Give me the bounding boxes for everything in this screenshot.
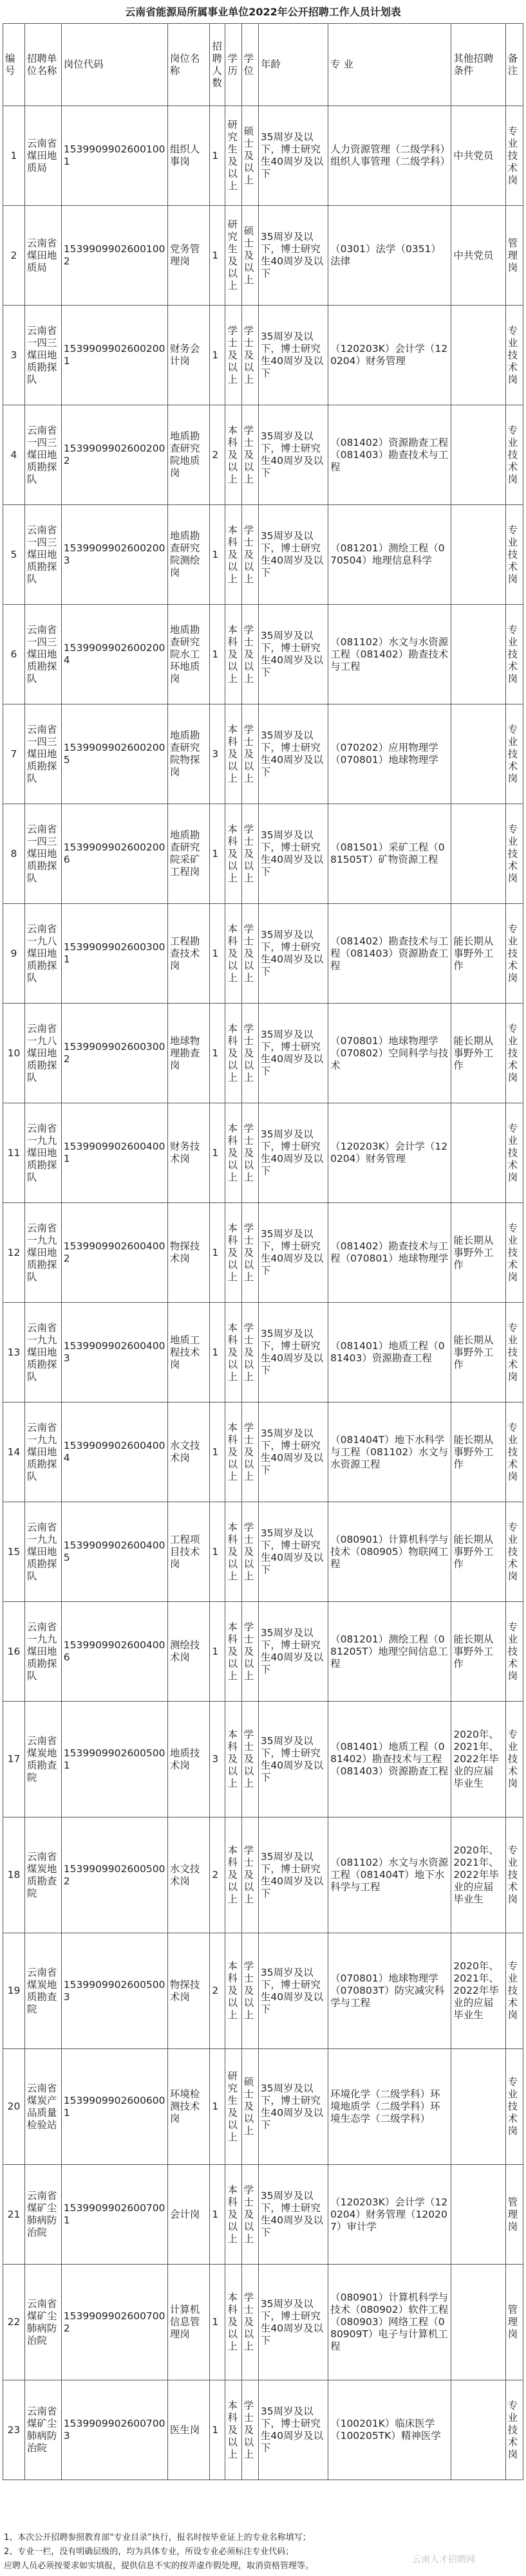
header-no: 编号 xyxy=(3,24,25,106)
cell-deg: 学士及以上 xyxy=(241,704,258,804)
cell-edu: 本科及以上 xyxy=(225,904,241,1004)
cell-num: 2 xyxy=(210,1817,225,1933)
cell-major: （081501）采矿工程（081505T）矿物资源工程 xyxy=(328,804,451,904)
cell-code: 15399099026002006 xyxy=(61,804,167,904)
cell-deg: 学士及以上 xyxy=(241,2265,258,2380)
cell-no: 21 xyxy=(3,2165,25,2265)
cell-code: 15399099026002003 xyxy=(61,505,167,605)
cell-unit: 云南省一四三煤田地质勘探队 xyxy=(24,405,61,505)
cell-remark: 专业技术岗 xyxy=(505,2049,523,2165)
cell-post: 地质勘查研究院物探岗 xyxy=(167,704,210,804)
cell-remark: 专业技术岗 xyxy=(505,904,523,1004)
cell-age: 35周岁及以下，博士研究生40周岁及以下 xyxy=(258,1004,328,1103)
cell-edu: 本科及以上 xyxy=(225,1502,241,1602)
cell-deg: 学士及以上 xyxy=(241,405,258,505)
cell-other xyxy=(451,2380,505,2480)
cell-num: 3 xyxy=(210,704,225,804)
cell-other xyxy=(451,2049,505,2165)
cell-major: （070801）地球物理学（070802）空间科学与技术 xyxy=(328,1004,451,1103)
cell-unit: 云南省煤矿尘肺病防治院 xyxy=(24,2265,61,2380)
table-row xyxy=(3,2165,523,2265)
cell-code: 15399099026003002 xyxy=(61,1004,167,1103)
table-row xyxy=(3,1933,523,2049)
cell-remark: 专业技术岗 xyxy=(505,1103,523,1203)
cell-post: 工程项目技术岗 xyxy=(167,1502,210,1602)
cell-remark: 专业技术岗 xyxy=(505,1817,523,1933)
cell-edu: 本科及以上 xyxy=(225,2265,241,2380)
cell-remark: 专业技术岗 xyxy=(505,1933,523,2049)
cell-code: 15399099026004006 xyxy=(61,1602,167,1702)
cell-other: 2020年、2021年、2022年毕业的应届毕业生 xyxy=(451,1817,505,1933)
table-row xyxy=(3,2049,523,2165)
cell-code: 15399099026007003 xyxy=(61,2380,167,2480)
cell-major: （080901）计算机科学与技术（080905）物联网工程 xyxy=(328,1502,451,1602)
cell-deg: 学士及以上 xyxy=(241,1817,258,1933)
cell-no: 3 xyxy=(3,306,25,405)
cell-post: 地质勘查研究院采矿工程岗 xyxy=(167,804,210,904)
header-remark: 备注 xyxy=(505,24,523,106)
cell-post: 工程勘查技术岗 xyxy=(167,904,210,1004)
cell-num: 1 xyxy=(210,1303,225,1403)
cell-major: （070202）应用物理学（070801）地球物理学 xyxy=(328,704,451,804)
cell-post: 组织人事岗 xyxy=(167,106,210,206)
cell-remark: 专业技术岗 xyxy=(505,1203,523,1303)
cell-code: 15399099026002004 xyxy=(61,605,167,704)
cell-remark: 管理岗 xyxy=(505,2165,523,2265)
cell-unit: 云南省一四三煤田地质勘探队 xyxy=(24,306,61,405)
cell-unit: 云南省煤炭地质勘查院 xyxy=(24,1817,61,1933)
cell-no: 9 xyxy=(3,904,25,1004)
header-age: 年龄 xyxy=(258,24,328,106)
cell-post: 水文技术岗 xyxy=(167,1817,210,1933)
header-major: 专 业 xyxy=(328,24,451,106)
cell-edu: 研究生及以上 xyxy=(225,2049,241,2165)
cell-no: 22 xyxy=(3,2265,25,2380)
table-row xyxy=(3,804,523,904)
cell-other: 能长期从事野外工作 xyxy=(451,1004,505,1103)
cell-post: 环境检测技术岗 xyxy=(167,2049,210,2165)
cell-remark: 专业技术岗 xyxy=(505,306,523,405)
cell-code: 15399099026005001 xyxy=(61,1702,167,1817)
cell-age: 35周岁及以下，博士研究生40周岁及以下 xyxy=(258,2049,328,2165)
cell-age: 35周岁及以下，博士研究生40周岁及以下 xyxy=(258,1203,328,1303)
cell-deg: 学士及以上 xyxy=(241,1702,258,1817)
cell-major: （0301）法学（0351）法律 xyxy=(328,206,451,306)
cell-code: 15399099026007002 xyxy=(61,2265,167,2380)
header-row xyxy=(3,24,523,106)
cell-code: 15399099026002002 xyxy=(61,405,167,505)
cell-unit: 云南省煤矿尘肺病防治院 xyxy=(24,2165,61,2265)
cell-code: 15399099026002001 xyxy=(61,306,167,405)
cell-deg: 学士及以上 xyxy=(241,1602,258,1702)
cell-major: （081401）地质工程（081403）资源勘查工程 xyxy=(328,1303,451,1403)
cell-deg: 学士及以上 xyxy=(241,1303,258,1403)
cell-num: 1 xyxy=(210,1103,225,1203)
table-row xyxy=(3,1004,523,1103)
cell-no: 12 xyxy=(3,1203,25,1303)
cell-edu: 本科及以上 xyxy=(225,405,241,505)
cell-no: 7 xyxy=(3,704,25,804)
cell-edu: 本科及以上 xyxy=(225,1103,241,1203)
cell-age: 35周岁及以下，博士研究生40周岁及以下 xyxy=(258,1817,328,1933)
cell-age: 35周岁及以下，博士研究生40周岁及以下 xyxy=(258,106,328,206)
table-row xyxy=(3,206,523,306)
cell-num: 1 xyxy=(210,1403,225,1502)
cell-post: 地质勘查研究院水工环地质岗 xyxy=(167,605,210,704)
cell-edu: 研究生及以上 xyxy=(225,106,241,206)
page-title: 云南省能源局所属事业单位2022年公开招聘工作人员计划表 xyxy=(125,6,401,18)
cell-deg: 硕士及以上 xyxy=(241,206,258,306)
table-row xyxy=(3,1702,523,1817)
cell-deg: 学士及以上 xyxy=(241,1103,258,1203)
cell-major: （081402）勘查技术与工程（081403）资源勘查工程 xyxy=(328,904,451,1004)
cell-code: 15399099026005003 xyxy=(61,1933,167,2049)
table-row xyxy=(3,1403,523,1502)
cell-no: 1 xyxy=(3,106,25,206)
cell-other xyxy=(451,2165,505,2265)
cell-other: 中共党员 xyxy=(451,106,505,206)
cell-other xyxy=(451,1103,505,1203)
cell-major: （120203K）会计学（120204）财务管理（120207）审计学 xyxy=(328,2165,451,2265)
cell-remark: 专业技术岗 xyxy=(505,1502,523,1602)
cell-age: 35周岁及以下，博士研究生40周岁及以下 xyxy=(258,1602,328,1702)
table-row xyxy=(3,2380,523,2480)
cell-post: 地质勘查研究院测绘岗 xyxy=(167,505,210,605)
cell-no: 11 xyxy=(3,1103,25,1203)
cell-remark: 专业技术岗 xyxy=(505,704,523,804)
cell-remark: 专业技术岗 xyxy=(505,106,523,206)
cell-edu: 本科及以上 xyxy=(225,1303,241,1403)
cell-unit: 云南省一九九煤田地质勘探队 xyxy=(24,1403,61,1502)
cell-no: 20 xyxy=(3,2049,25,2165)
header-num: 招聘人数 xyxy=(210,24,225,106)
table-row xyxy=(3,306,523,405)
cell-deg: 学士及以上 xyxy=(241,2380,258,2480)
cell-edu: 本科及以上 xyxy=(225,1403,241,1502)
cell-remark: 专业技术岗 xyxy=(505,1403,523,1502)
cell-age: 35周岁及以下，博士研究生40周岁及以下 xyxy=(258,2165,328,2265)
cell-edu: 本科及以上 xyxy=(225,1203,241,1303)
cell-unit: 云南省煤矿尘肺病防治院 xyxy=(24,2380,61,2480)
cell-unit: 云南省一九九煤田地质勘探队 xyxy=(24,1203,61,1303)
cell-age: 35周岁及以下，博士研究生40周岁及以下 xyxy=(258,1933,328,2049)
table-row xyxy=(3,1817,523,1933)
cell-age: 35周岁及以下，博士研究生40周岁及以下 xyxy=(258,704,328,804)
table-row xyxy=(3,704,523,804)
cell-num: 3 xyxy=(210,1702,225,1817)
cell-post: 地质勘查研究院地质岗 xyxy=(167,405,210,505)
cell-code: 15399099026001002 xyxy=(61,206,167,306)
cell-remark: 专业技术岗 xyxy=(505,605,523,704)
cell-edu: 本科及以上 xyxy=(225,1602,241,1702)
cell-deg: 学士及以上 xyxy=(241,505,258,605)
cell-num: 1 xyxy=(210,2265,225,2380)
cell-code: 15399099026007001 xyxy=(61,2165,167,2265)
cell-edu: 本科及以上 xyxy=(225,2380,241,2480)
cell-other xyxy=(451,605,505,704)
cell-age: 35周岁及以下，博士研究生40周岁及以下 xyxy=(258,2265,328,2380)
cell-post: 地质技术岗 xyxy=(167,1702,210,1817)
cell-deg: 学士及以上 xyxy=(241,804,258,904)
cell-deg: 学士及以上 xyxy=(241,1403,258,1502)
cell-code: 15399099026001001 xyxy=(61,106,167,206)
cell-unit: 云南省一四三煤田地质勘探队 xyxy=(24,804,61,904)
cell-deg: 学士及以上 xyxy=(241,1933,258,2049)
cell-age: 35周岁及以下，博士研究生40周岁及以下 xyxy=(258,2380,328,2480)
cell-unit: 云南省一九九煤田地质勘探队 xyxy=(24,1602,61,1702)
cell-other: 中共党员 xyxy=(451,206,505,306)
cell-edu: 本科及以上 xyxy=(225,2165,241,2265)
cell-deg: 学士及以上 xyxy=(241,1004,258,1103)
cell-major: （081402）资源勘查工程（081403）勘查技术与工程 xyxy=(328,405,451,505)
cell-code: 15399099026006001 xyxy=(61,2049,167,2165)
cell-deg: 学士及以上 xyxy=(241,904,258,1004)
cell-no: 18 xyxy=(3,1817,25,1933)
cell-no: 19 xyxy=(3,1933,25,2049)
cell-remark: 专业技术岗 xyxy=(505,1602,523,1702)
table-row xyxy=(3,1203,523,1303)
header-code: 岗位代码 xyxy=(61,24,167,106)
cell-no: 5 xyxy=(3,505,25,605)
cell-other: 能长期从事野外工作 xyxy=(451,1502,505,1602)
cell-other: 能长期从事野外工作 xyxy=(451,1602,505,1702)
cell-deg: 学士及以上 xyxy=(241,605,258,704)
cell-no: 6 xyxy=(3,605,25,704)
cell-num: 1 xyxy=(210,2380,225,2480)
cell-other xyxy=(451,505,505,605)
header-other: 其他招聘条件 xyxy=(451,24,505,106)
cell-no: 8 xyxy=(3,804,25,904)
cell-num: 1 xyxy=(210,505,225,605)
cell-other: 能长期从事野外工作 xyxy=(451,1403,505,1502)
footnotes xyxy=(4,2531,525,2573)
cell-post: 水文技术岗 xyxy=(167,1403,210,1502)
cell-num: 2 xyxy=(210,1933,225,2049)
cell-age: 35周岁及以下，博士研究生40周岁及以下 xyxy=(258,1303,328,1403)
cell-post: 医生岗 xyxy=(167,2380,210,2480)
header-deg: 学位 xyxy=(241,24,258,106)
table-row xyxy=(3,405,523,505)
cell-major: （081402）勘查技术与工程（070801）地球物理学 xyxy=(328,1203,451,1303)
cell-unit: 云南省一九九煤田地质勘探队 xyxy=(24,1303,61,1403)
cell-major: （120203K）会计学（120204）财务管理 xyxy=(328,306,451,405)
cell-post: 计算机信息管理岗 xyxy=(167,2265,210,2380)
cell-edu: 本科及以上 xyxy=(225,505,241,605)
table-row xyxy=(3,505,523,605)
table-row xyxy=(3,106,523,206)
cell-remark: 专业技术岗 xyxy=(505,1303,523,1403)
table-row xyxy=(3,605,523,704)
cell-edu: 本科及以上 xyxy=(225,605,241,704)
cell-deg: 学士及以上 xyxy=(241,2165,258,2265)
cell-other: 能长期从事野外工作 xyxy=(451,1203,505,1303)
cell-num: 1 xyxy=(210,2049,225,2165)
cell-age: 35周岁及以下，博士研究生40周岁及以下 xyxy=(258,306,328,405)
cell-major: （081102）水文与水资源工程（081402）勘查技术与工程 xyxy=(328,605,451,704)
footnote-1: 1、本次公开招聘参照教育部“专业目录”执行，报名时按毕业证上的专业名称填写； xyxy=(4,2533,311,2543)
header-edu: 学历 xyxy=(225,24,241,106)
cell-remark: 专业技术岗 xyxy=(505,1702,523,1817)
footnote-3: 应聘人员必须按要求如实填报，提供信息不实的按弄虚作假处理，取消资格管理等。 xyxy=(4,2561,314,2571)
cell-edu: 本科及以上 xyxy=(225,1004,241,1103)
table-row xyxy=(3,904,523,1004)
cell-other xyxy=(451,704,505,804)
cell-num: 1 xyxy=(210,804,225,904)
cell-post: 测绘技术岗 xyxy=(167,1602,210,1702)
cell-remark: 专业技术岗 xyxy=(505,1004,523,1103)
cell-age: 35周岁及以下，博士研究生40周岁及以下 xyxy=(258,1403,328,1502)
cell-no: 2 xyxy=(3,206,25,306)
cell-code: 15399099026005002 xyxy=(61,1817,167,1933)
cell-post: 党务管理岗 xyxy=(167,206,210,306)
cell-no: 17 xyxy=(3,1702,25,1817)
watermark: 云南人才招聘网 xyxy=(412,2555,475,2565)
cell-age: 35周岁及以下，博士研究生40周岁及以下 xyxy=(258,904,328,1004)
cell-post: 财务会计岗 xyxy=(167,306,210,405)
cell-num: 1 xyxy=(210,904,225,1004)
cell-num: 1 xyxy=(210,1502,225,1602)
cell-other: 能长期从事野外工作 xyxy=(451,1303,505,1403)
cell-no: 4 xyxy=(3,405,25,505)
cell-remark: 专业技术岗 xyxy=(505,405,523,505)
table-row xyxy=(3,1303,523,1403)
header-unit: 招聘单位名称 xyxy=(24,24,61,106)
cell-edu: 本科及以上 xyxy=(225,704,241,804)
cell-age: 35周岁及以下，博士研究生40周岁及以下 xyxy=(258,804,328,904)
cell-remark: 管理岗 xyxy=(505,2265,523,2380)
cell-major: （080901）计算机科学与技术（080902）软件工程（080903）网络工程（080909T）电子与计算机工程 xyxy=(328,2265,451,2380)
cell-edu: 本科及以上 xyxy=(225,1817,241,1933)
cell-no: 14 xyxy=(3,1403,25,1502)
cell-unit: 云南省煤炭地质勘查院 xyxy=(24,1702,61,1817)
cell-unit: 云南省煤田地质局 xyxy=(24,206,61,306)
cell-remark: 专业技术岗 xyxy=(505,2380,523,2480)
cell-no: 13 xyxy=(3,1303,25,1403)
cell-num: 1 xyxy=(210,2165,225,2265)
cell-major: （070801）地球物理学（070803T）防灾减灾科学与工程 xyxy=(328,1933,451,2049)
cell-unit: 云南省煤炭产品质量检验站 xyxy=(24,2049,61,2165)
cell-unit: 云南省一四三煤田地质勘探队 xyxy=(24,605,61,704)
cell-other xyxy=(451,2265,505,2380)
cell-code: 15399099026004005 xyxy=(61,1502,167,1602)
cell-other: 能长期从事野外工作 xyxy=(451,904,505,1004)
cell-post: 会计岗 xyxy=(167,2165,210,2265)
cell-major: （081201）测绘工程（081205T）地理空间信息工程 xyxy=(328,1602,451,1702)
cell-other xyxy=(451,804,505,904)
cell-post: 物探技术岗 xyxy=(167,1203,210,1303)
cell-unit: 云南省一四三煤田地质勘探队 xyxy=(24,704,61,804)
cell-other: 2020年、2021年、2022年毕业的应届毕业生 xyxy=(451,1702,505,1817)
cell-code: 15399099026003001 xyxy=(61,904,167,1004)
cell-other xyxy=(451,405,505,505)
cell-num: 2 xyxy=(210,405,225,505)
cell-deg: 学士及以上 xyxy=(241,1502,258,1602)
cell-num: 1 xyxy=(210,605,225,704)
cell-code: 15399099026002005 xyxy=(61,704,167,804)
cell-age: 35周岁及以下，博士研究生40周岁及以下 xyxy=(258,405,328,505)
cell-num: 1 xyxy=(210,306,225,405)
cell-unit: 云南省一九九煤田地质勘探队 xyxy=(24,1502,61,1602)
cell-post: 物探技术岗 xyxy=(167,1933,210,2049)
cell-major: （081102）水文与水资源工程（081404T）地下水科学与工程 xyxy=(328,1817,451,1933)
cell-code: 15399099026004001 xyxy=(61,1103,167,1203)
cell-age: 35周岁及以下，博士研究生40周岁及以下 xyxy=(258,505,328,605)
cell-num: 1 xyxy=(210,1602,225,1702)
cell-post: 财务技术岗 xyxy=(167,1103,210,1203)
cell-edu: 研究生及以上 xyxy=(225,206,241,306)
table-row xyxy=(3,2265,523,2380)
cell-edu: 本科及以上 xyxy=(225,1702,241,1817)
header-post: 岗位名称 xyxy=(167,24,210,106)
cell-unit: 云南省一九九煤田地质勘探队 xyxy=(24,1103,61,1203)
cell-code: 15399099026004003 xyxy=(61,1303,167,1403)
cell-age: 35周岁及以下，博士研究生40周岁及以下 xyxy=(258,206,328,306)
cell-remark: 专业技术岗 xyxy=(505,804,523,904)
cell-other xyxy=(451,306,505,405)
cell-num: 1 xyxy=(210,206,225,306)
cell-no: 10 xyxy=(3,1004,25,1103)
table-row xyxy=(3,1502,523,1602)
cell-code: 15399099026004004 xyxy=(61,1403,167,1502)
cell-major: 环境化学（二级学科）环境地质学（二级学科）环境生态学（二级学科） xyxy=(328,2049,451,2165)
cell-age: 35周岁及以下，博士研究生40周岁及以下 xyxy=(258,1702,328,1817)
cell-unit: 云南省一九八煤田地质勘探队 xyxy=(24,1004,61,1103)
cell-no: 16 xyxy=(3,1602,25,1702)
cell-no: 15 xyxy=(3,1502,25,1602)
footnote-2: 2、专业一栏，没有明确层级的，均为具体专业，所设专业必须标注专业代码； xyxy=(4,2547,294,2557)
cell-major: （081401）地质工程（081402）勘查技术与工程（081403）资源勘查工程 xyxy=(328,1702,451,1817)
cell-post: 地质工程技术岗 xyxy=(167,1303,210,1403)
cell-code: 15399099026004002 xyxy=(61,1203,167,1303)
cell-major: （120203K）会计学（120204）财务管理 xyxy=(328,1103,451,1203)
cell-major: 人力资源管理（二级学科）组织人事管理（二级学科） xyxy=(328,106,451,206)
cell-deg: 学士及以上 xyxy=(241,306,258,405)
cell-edu: 本科及以上 xyxy=(225,804,241,904)
cell-unit: 云南省煤田地质局 xyxy=(24,106,61,206)
cell-no: 23 xyxy=(3,2380,25,2480)
table-body xyxy=(3,106,523,2480)
cell-unit: 云南省一四三煤田地质勘探队 xyxy=(24,505,61,605)
cell-deg: 硕士及以上 xyxy=(241,106,258,206)
cell-unit: 云南省煤炭地质勘查院 xyxy=(24,1933,61,2049)
cell-post: 地球物理勘查岗 xyxy=(167,1004,210,1103)
cell-edu: 学士及以上 xyxy=(225,306,241,405)
cell-deg: 学士及以上 xyxy=(241,1203,258,1303)
cell-remark: 专业技术岗 xyxy=(505,505,523,605)
table-row xyxy=(3,1602,523,1702)
table-row xyxy=(3,1103,523,1203)
cell-num: 1 xyxy=(210,1004,225,1103)
cell-age: 35周岁及以下，博士研究生40周岁及以下 xyxy=(258,1103,328,1203)
cell-major: （100201K）临床医学（100205TK）精神医学 xyxy=(328,2380,451,2480)
cell-major: （081404T）地下水科学与工程（081102）水文与水资源工程 xyxy=(328,1403,451,1502)
cell-age: 35周岁及以下，博士研究生40周岁及以下 xyxy=(258,605,328,704)
cell-remark: 管理岗 xyxy=(505,206,523,306)
cell-other: 2020年、2021年、2022年毕业的应届毕业生 xyxy=(451,1933,505,2049)
cell-age: 35周岁及以下，博士研究生40周岁及以下 xyxy=(258,1502,328,1602)
cell-num: 1 xyxy=(210,106,225,206)
cell-num: 1 xyxy=(210,1203,225,1303)
cell-major: （081201）测绘工程（070504）地理信息科学 xyxy=(328,505,451,605)
recruitment-table xyxy=(3,23,523,2480)
cell-deg: 硕士及以上 xyxy=(241,2049,258,2165)
cell-unit: 云南省一九八煤田地质勘探队 xyxy=(24,904,61,1004)
cell-edu: 本科及以上 xyxy=(225,1933,241,2049)
